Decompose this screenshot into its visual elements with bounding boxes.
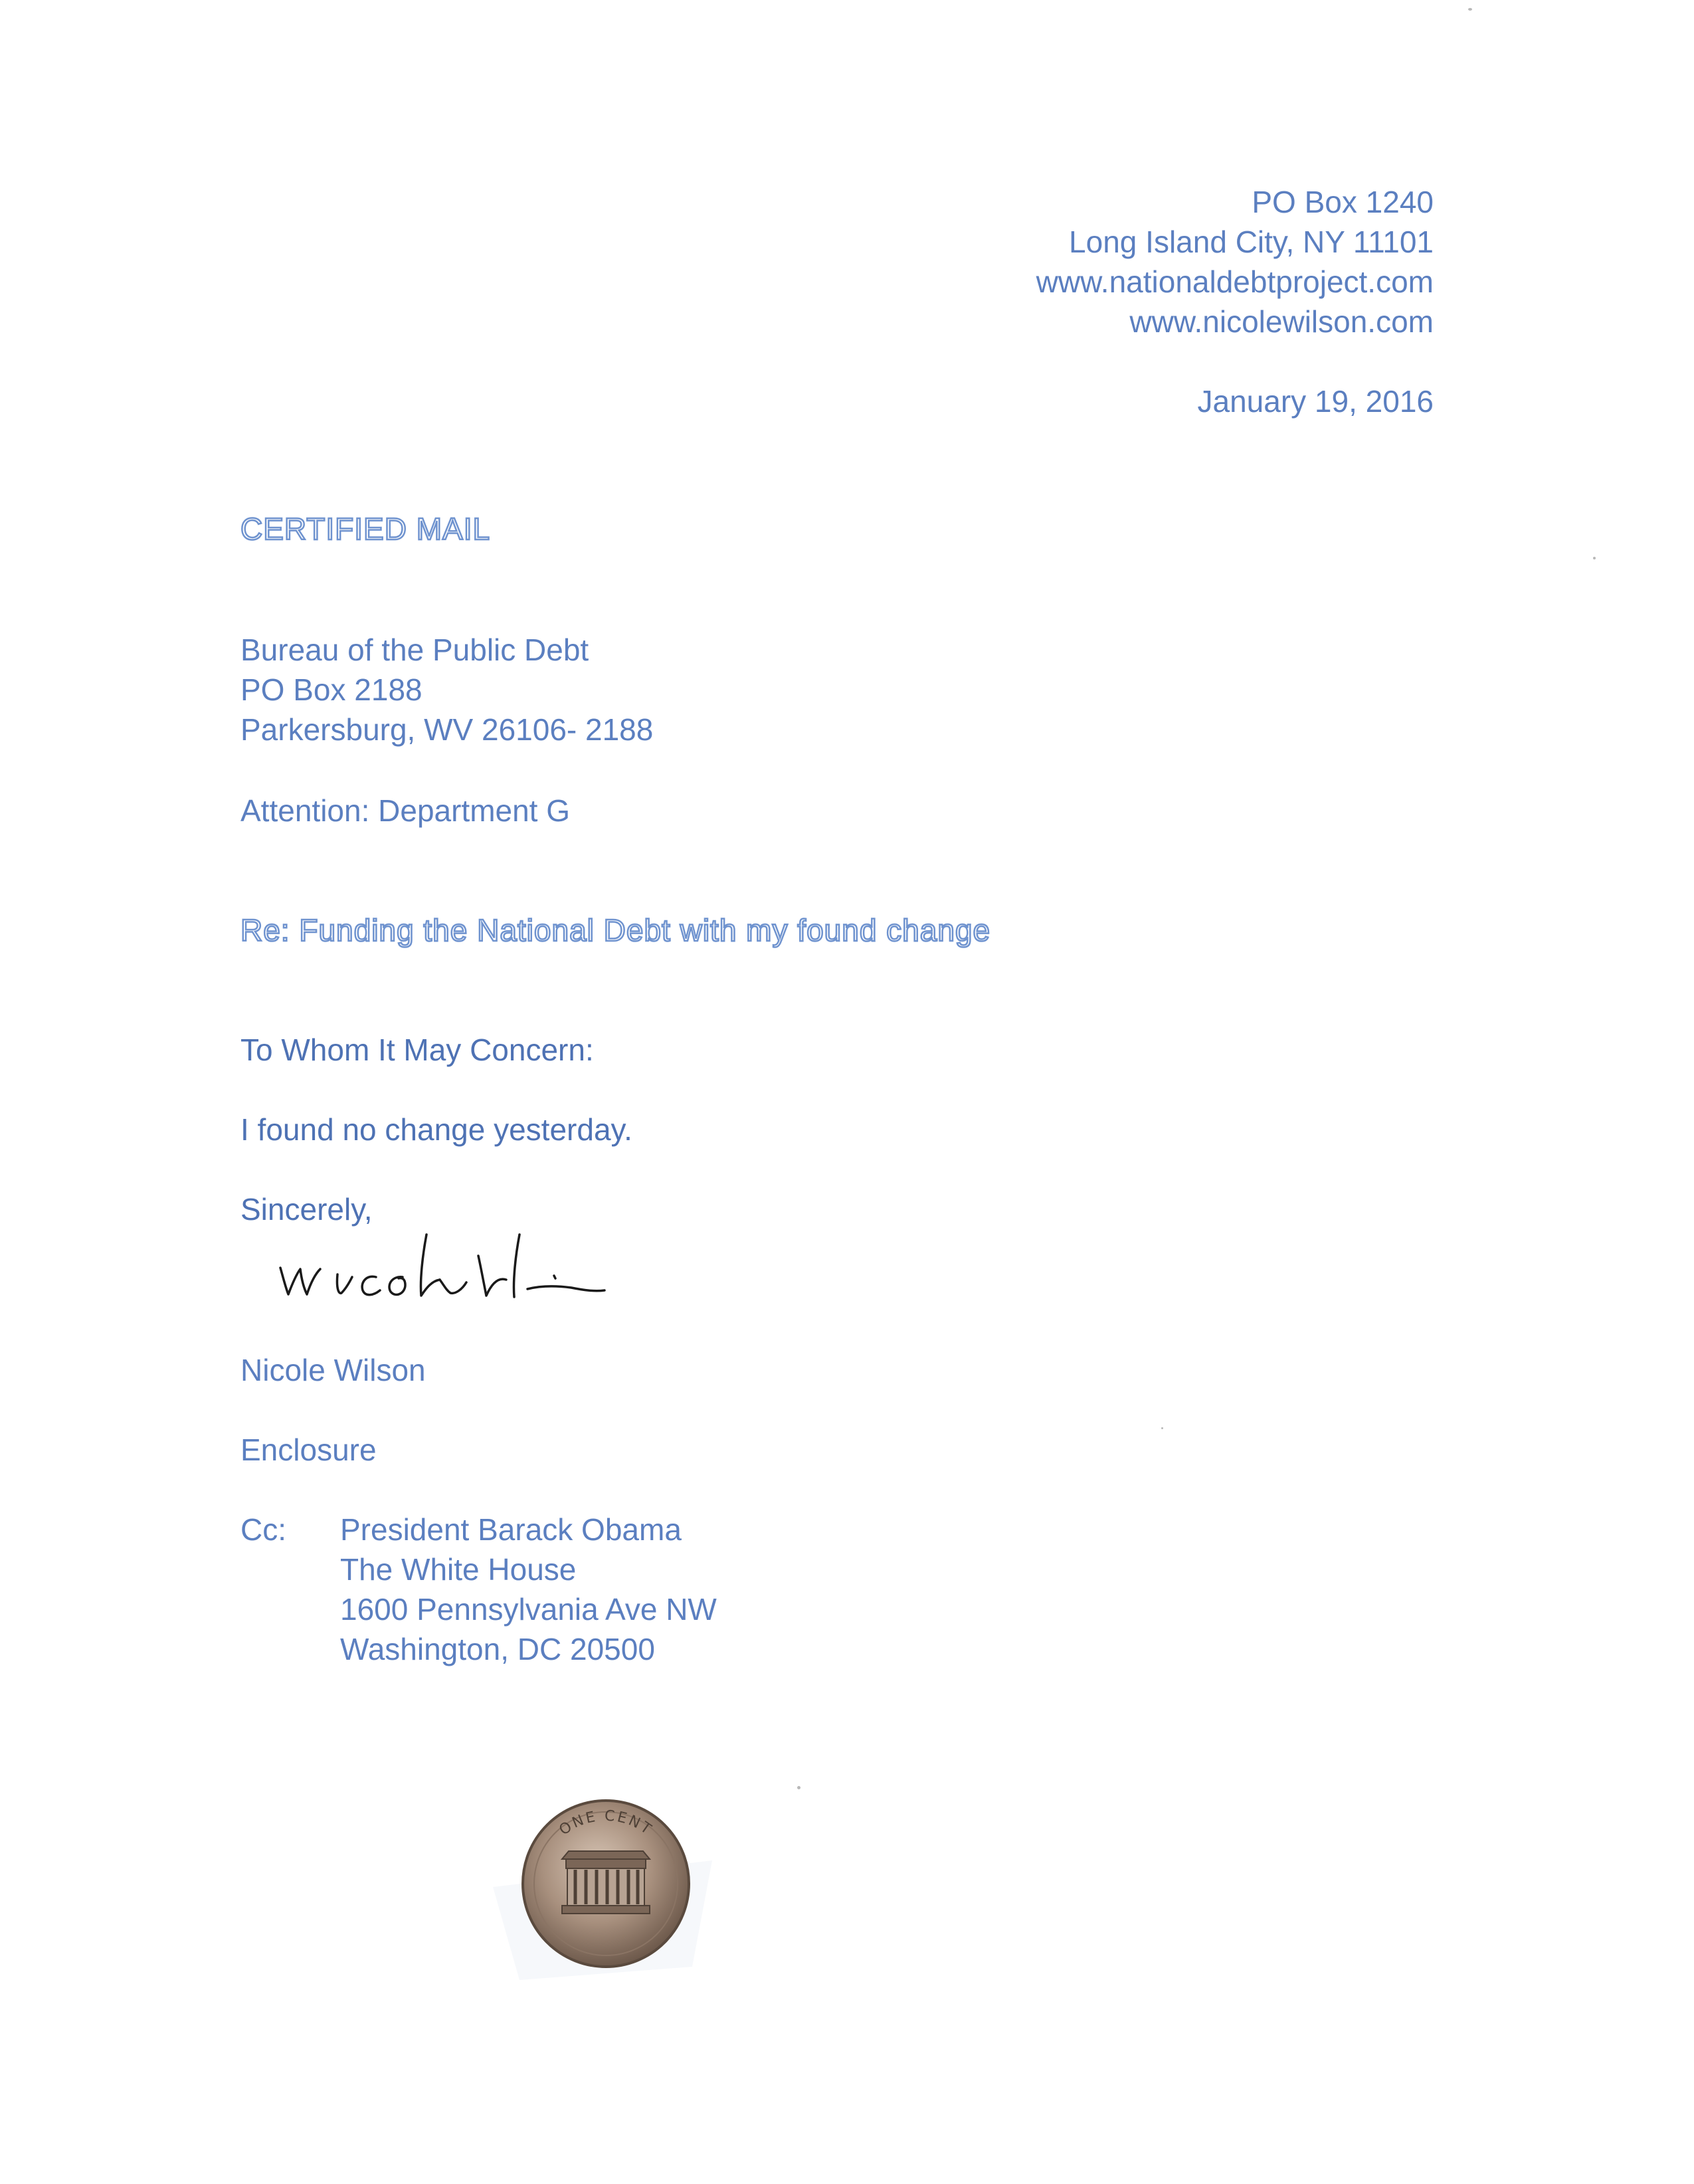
- penny-coin: [493, 1787, 719, 1987]
- scan-speck: [797, 1786, 800, 1789]
- scan-speck: [1161, 1427, 1163, 1429]
- cc-line: The White House: [340, 1552, 577, 1587]
- enclosure-note: Enclosure: [240, 1433, 377, 1467]
- return-address-line: www.nationaldebtproject.com: [1036, 264, 1434, 299]
- signer-name: Nicole Wilson: [240, 1353, 426, 1387]
- letter-date: January 19, 2016: [1197, 384, 1434, 419]
- salutation: To Whom It May Concern:: [240, 1033, 594, 1067]
- scan-speck: [1593, 557, 1596, 559]
- cc-line: Washington, DC 20500: [340, 1632, 655, 1666]
- cc-line: President Barack Obama: [340, 1512, 682, 1547]
- return-address-line: www.nicolewilson.com: [1129, 304, 1434, 339]
- recipient-address-line: Bureau of the Public Debt: [240, 633, 589, 667]
- recipient-address-line: PO Box 2188: [240, 672, 423, 707]
- return-address-line: Long Island City, NY 11101: [1069, 225, 1434, 259]
- recipient-address-line: Parkersburg, WV 26106- 2188: [240, 712, 654, 747]
- coin-inscription: ONE CENT: [556, 1807, 656, 1839]
- certified-mail-label: CERTIFIED MAIL: [240, 512, 491, 546]
- scan-speck: [1468, 8, 1472, 11]
- closing: Sincerely,: [240, 1192, 373, 1227]
- return-address-line: PO Box 1240: [1252, 185, 1434, 219]
- cc-line: 1600 Pennsylvania Ave NW: [340, 1592, 717, 1627]
- letter-body: I found no change yesterday.: [240, 1112, 632, 1147]
- handwritten-signature: [272, 1216, 631, 1316]
- attention-line: Attention: Department G: [240, 793, 571, 828]
- subject-line: Re: Funding the National Debt with my found change: [240, 913, 991, 947]
- return-address: [1036, 182, 1434, 421]
- cc-label: Cc:: [240, 1512, 286, 1547]
